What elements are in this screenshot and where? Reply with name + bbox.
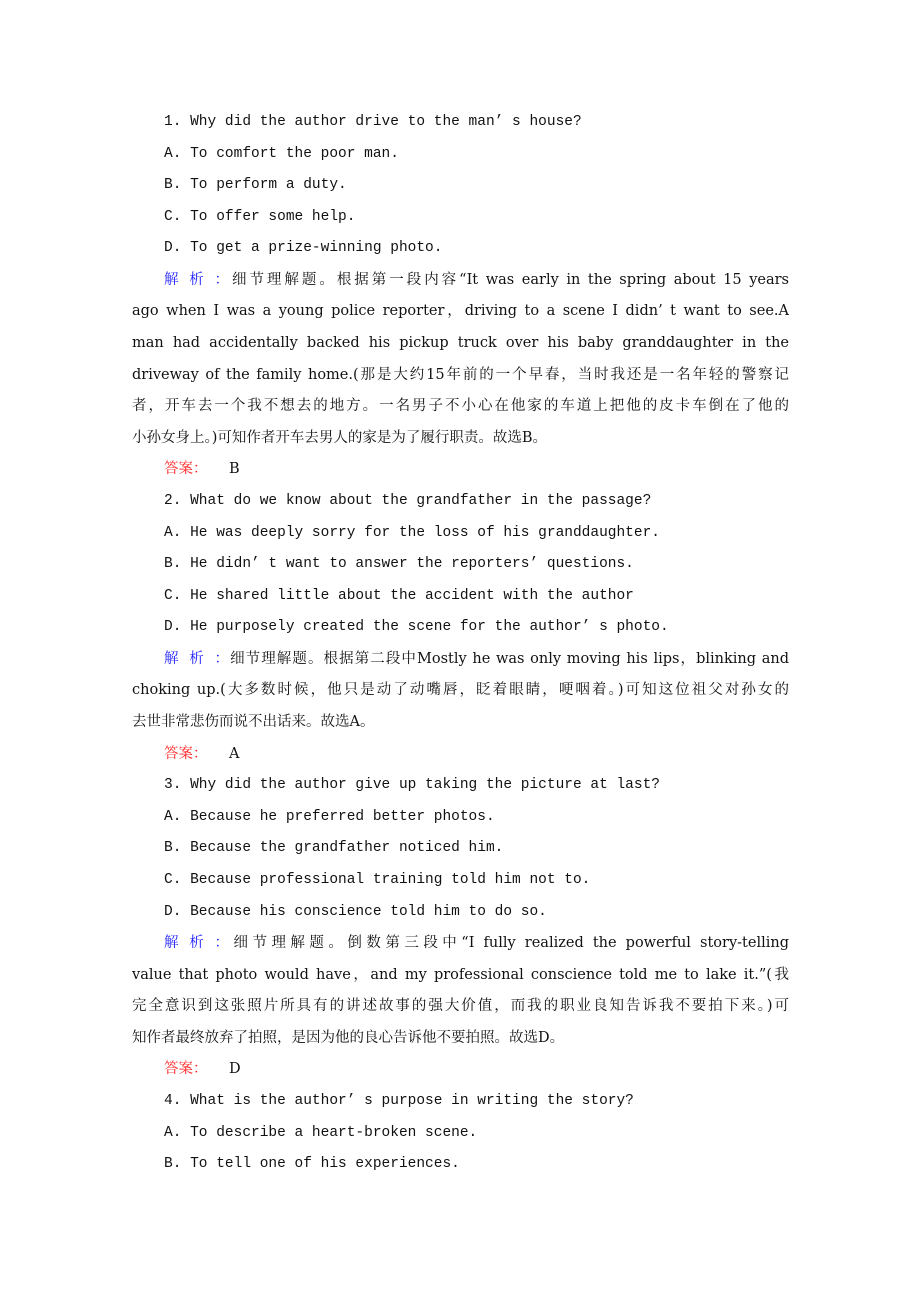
question-stem — [164, 774, 789, 796]
question-stem — [164, 111, 789, 133]
analysis-label: 解析： — [164, 271, 229, 288]
option-text: A. He was deeply sorry for the loss of his granddaughter. — [164, 524, 660, 541]
answer-option — [164, 837, 789, 859]
option-text: A. To comfort the poor man. — [164, 145, 399, 162]
analysis-line — [132, 679, 789, 701]
analysis-text: ago when I was a young police reporter，driving to a scene I didn’ t want to see.A — [132, 303, 789, 320]
answer-label: 答案： — [164, 1061, 208, 1078]
question-text: 2. What do we know about the grandfather in the passage? — [164, 492, 652, 509]
option-text: B. To tell one of his experiences. — [164, 1156, 460, 1173]
analysis-label: 解析： — [164, 650, 229, 667]
analysis-text: driveway of the family home.(那是大约15年前的一个早春，当时我还是一名年轻的警察记 — [132, 366, 789, 383]
option-text: B. Because the grandfather noticed him. — [164, 840, 504, 857]
analysis-text: 细节理解题。根据第二段中Mostly he was only moving his lips，blinking and — [229, 650, 789, 667]
option-text: A. Because he preferred better photos. — [164, 808, 495, 825]
analysis-label: 解析： — [164, 935, 229, 952]
analysis-text: 细节理解题。倒数第三段中“I fully realized the powerful story-telling — [229, 935, 789, 952]
option-text: C. To offer some help. — [164, 208, 356, 225]
analysis-text: 去世非常悲伤而说不出话来。故选A。 — [132, 714, 375, 731]
option-text: D. To get a prize-winning photo. — [164, 240, 443, 257]
answer-option — [164, 806, 789, 828]
option-text: A. To describe a heart-broken scene. — [164, 1124, 478, 1141]
question-stem — [164, 490, 789, 512]
answer-value: D — [229, 1061, 241, 1078]
analysis-line — [164, 648, 789, 670]
option-text: C. Because professional training told him not to. — [164, 871, 591, 888]
option-text: B. To perform a duty. — [164, 177, 347, 194]
analysis-text: man had accidentally backed his pickup truck over his baby granddaughter in the — [132, 335, 789, 352]
answer-line — [164, 1058, 789, 1080]
question-text: 1. Why did the author drive to the man’ s house? — [164, 114, 582, 130]
answer-option — [164, 553, 789, 575]
analysis-text: value that photo would have，and my professional conscience told me to lake it.”(我 — [132, 966, 789, 983]
analysis-line — [132, 964, 789, 986]
answer-label: 答案： — [164, 745, 208, 762]
question-text: 4. What is the author’ s purpose in writing the story? — [164, 1092, 634, 1109]
analysis-text: 完全意识到这张照片所具有的讲述故事的强大价值，而我的职业良知告诉我不要拍下来。)可 — [132, 998, 789, 1015]
analysis-line — [164, 932, 789, 954]
analysis-line — [132, 364, 789, 386]
analysis-line — [164, 269, 789, 291]
answer-value: B — [229, 461, 240, 478]
answer-option — [164, 174, 789, 196]
answer-option — [164, 616, 789, 638]
answer-value: A — [229, 745, 240, 762]
analysis-line — [132, 427, 789, 449]
answer-option — [164, 522, 789, 544]
analysis-line — [132, 711, 789, 733]
analysis-text: 知作者最终放弃了拍照，是因为他的良心告诉他不要拍照。故选D。 — [132, 1029, 565, 1046]
question-stem — [164, 1090, 789, 1112]
analysis-line — [132, 1027, 789, 1049]
answer-option — [164, 901, 789, 923]
option-text: D. He purposely created the scene for the author’ s photo. — [164, 619, 669, 636]
option-text: C. He shared little about the accident with the author — [164, 587, 634, 604]
answer-label: 答案： — [164, 461, 208, 478]
analysis-text: 细节理解题。根据第一段内容“It was early in the spring about 15 years — [229, 271, 789, 288]
analysis-text: 者，开车去一个我不想去的地方。一名男子不小心在他家的车道上把他的皮卡车倒在了他的 — [132, 398, 789, 415]
answer-option — [164, 237, 789, 259]
analysis-line — [132, 332, 789, 354]
option-text: D. Because his conscience told him to do so. — [164, 903, 547, 920]
answer-option — [164, 869, 789, 891]
answer-option — [164, 206, 789, 228]
answer-line — [164, 458, 789, 480]
answer-line — [164, 743, 789, 765]
analysis-text: choking up.(大多数时候，他只是动了动嘴唇，眨着眼睛，哽咽着。)可知这位祖父对孙女的 — [132, 682, 789, 699]
answer-option — [164, 143, 789, 165]
analysis-line — [132, 300, 789, 322]
analysis-text: 小孙女身上。)可知作者开车去男人的家是为了履行职责。故选B。 — [132, 429, 548, 446]
answer-option — [164, 1122, 789, 1144]
analysis-line — [132, 395, 789, 417]
analysis-line — [132, 995, 789, 1017]
answer-option — [164, 1153, 789, 1175]
option-text: B. He didn’ t want to answer the reporters’ questions. — [164, 556, 634, 573]
answer-option — [164, 585, 789, 607]
question-text: 3. Why did the author give up taking the picture at last? — [164, 777, 660, 794]
